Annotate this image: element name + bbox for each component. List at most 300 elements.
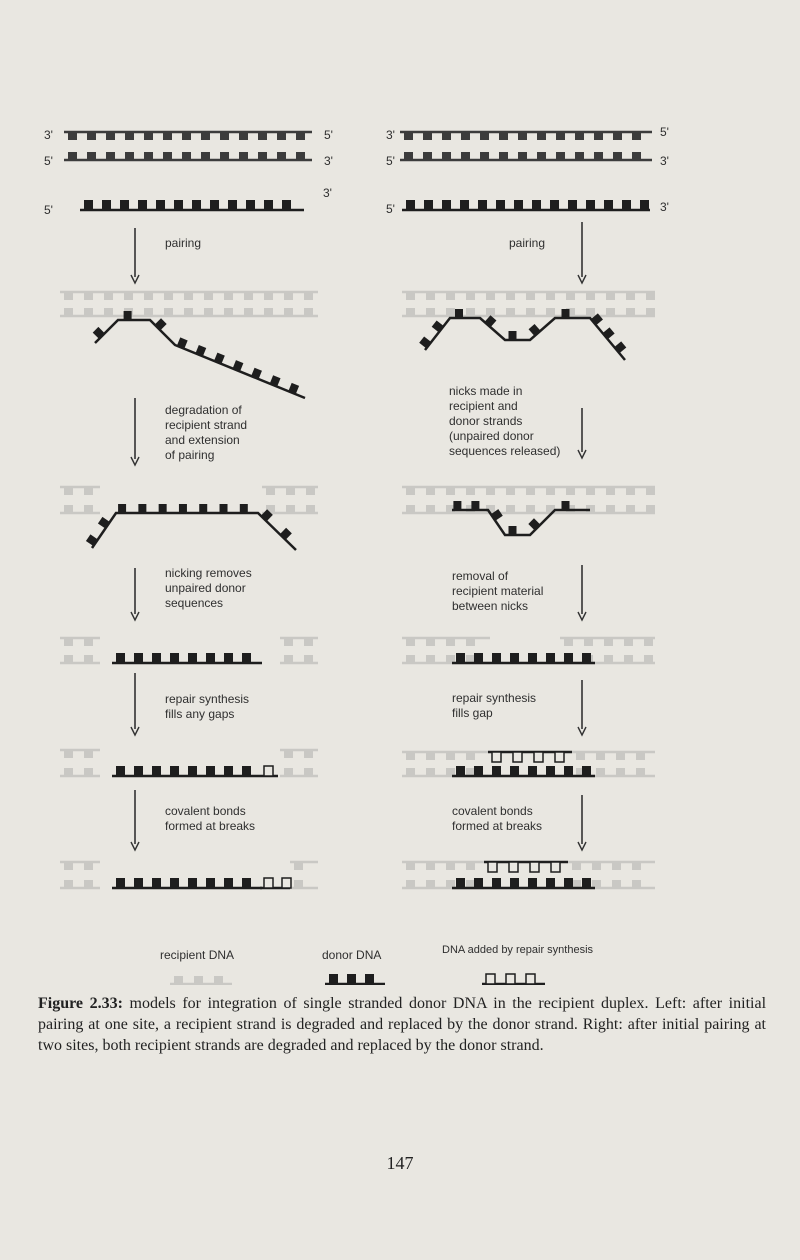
right-stage1-donor-base [603,327,615,339]
legend-donor-swatch-base [365,974,374,984]
right-stage5-top-strand-base [592,862,601,870]
right-stage5-top-strand-base [632,862,641,870]
right-recipient-strand-a-base [613,132,622,140]
right-stage3-top-strand-base [426,638,435,646]
left-stage2-donor-base [86,534,98,546]
right-stage3-bottom-strand-base [604,655,613,663]
right-stage2-donor-base [453,501,461,510]
left-donor-strand-base [264,200,273,210]
left-stage2-donor-base [159,504,167,513]
left-stage1-top-strand-base [264,292,273,300]
left-stage1-bottom-strand-base [184,308,193,316]
right-stage1-top-strand-base [446,292,455,300]
left-stage1-bottom-strand-base [224,308,233,316]
right-donor-strand-base [406,200,415,210]
left-step-label: nicking removes unpaired donor sequences [165,566,252,610]
right-stage3-bottom-strand-base [426,655,435,663]
left-stage1-top-strand-base [304,292,313,300]
right-stage2-bottom-strand-base [506,505,515,513]
left-stage3-donor-base [170,653,179,663]
right-stage4-top-strand-base [636,752,645,760]
left-recipient-strand-a-base [106,132,115,140]
left-stage1-top-strand-base [224,292,233,300]
right-stage5-donor-base [528,878,537,888]
left-stage4-bottom-strand-base [64,768,73,776]
legend-donor-swatch-base [347,974,356,984]
right-stage1-bottom-strand-base [506,308,515,316]
left-stage1-bottom-strand-base [204,308,213,316]
right-donor-strand-base [424,200,433,210]
left-stage2-donor-base [179,504,187,513]
right-stage5-top-strand-base [612,862,621,870]
right-stage2-donor-base [562,501,570,510]
right-donor-strand-base [568,200,577,210]
left-stage1-top-strand-base [204,292,213,300]
left-stage4-donor-base [152,766,161,776]
left-stage5-repair-base [264,878,273,888]
left-stage2-bottom-strand-base [64,505,73,513]
right-stage5-top-strand-base [406,862,415,870]
right-stage4-top-strand-base [616,752,625,760]
left-stage1-donor-base [93,327,105,339]
right-stage5-donor-base [456,878,465,888]
left-stage2-bottom-strand-base [84,505,93,513]
right-stage1-bottom-strand-base [426,308,435,316]
right-stage4-donor-base [510,766,519,776]
left-stage2-donor-base [240,504,248,513]
right-stage3-bottom-strand-base [406,655,415,663]
left-stage5-bottom-strand-base [84,880,93,888]
left-stage5-top-strand-base [64,862,73,870]
right-recipient-strand-a-base [632,132,641,140]
left-recipient-strand-b-base [220,152,229,160]
right-stage3-top-strand-base [584,638,593,646]
right-stage2-bottom-strand-base [646,505,655,513]
right-stage2-top-strand-base [526,487,535,495]
right-recipient-strand-b-base [518,152,527,160]
left-stage1-top-strand-base [244,292,253,300]
left-recipient-strand-a-base [144,132,153,140]
left-donor-strand-base [138,200,147,210]
right-stage5-donor-base [582,878,591,888]
right-donor-strand-base [604,200,613,210]
left-stage1-top-strand-base [184,292,193,300]
end-label-right-bottom-end: 3' [660,154,669,168]
left-stage3-donor-base [116,653,125,663]
right-stage2-top-strand-base [646,487,655,495]
left-stage3-bottom-strand-base [84,655,93,663]
left-stage2-donor-base [118,504,126,513]
right-step-label: removal of recipient material between nicks [452,569,544,613]
legend-recipient-swatch-base [194,976,203,984]
left-stage5-donor-base [116,878,125,888]
left-recipient-strand-a-base [87,132,96,140]
right-stage1-top-strand-base [426,292,435,300]
right-stage4-top-strand-base [426,752,435,760]
right-recipient-strand-a-base [537,132,546,140]
right-stage5-bottom-strand-base [612,880,621,888]
left-stage5-donor-base [134,878,143,888]
right-donor-strand-base [496,200,505,210]
end-label-right-top-start: 3' [386,128,395,142]
right-stage5-repair-base [509,862,518,872]
right-stage4-donor-base [474,766,483,776]
right-stage4-donor-base [456,766,465,776]
right-stage2-bottom-strand-base [626,505,635,513]
legend-donor-label: donor DNA [322,948,382,962]
left-recipient-strand-b-base [125,152,134,160]
left-recipient-strand-a-base [68,132,77,140]
left-stage4-top-strand-base [304,750,313,758]
left-stage1-bottom-strand-base [104,308,113,316]
right-recipient-strand-b-base [613,152,622,160]
left-stage3-bottom-strand-base [304,655,313,663]
left-donor-strand-base [120,200,129,210]
right-stage1-donor-base [419,337,431,349]
right-stage1-top-strand-base [546,292,555,300]
left-stage2-donor-base [280,528,292,540]
right-stage1-donor-base [614,341,626,353]
left-recipient-strand-b-base [277,152,286,160]
right-stage2-top-strand-base [586,487,595,495]
right-donor-strand-base [532,200,541,210]
left-recipient-strand-a-base [296,132,305,140]
left-stage3-bottom-strand-base [64,655,73,663]
left-stage5-donor-base [206,878,215,888]
right-stage4-bottom-strand-base [406,768,415,776]
left-stage2-donor-base [199,504,207,513]
right-stage1-donor-base [529,324,541,336]
right-stage5-top-strand-base [466,862,475,870]
right-recipient-strand-b-base [556,152,565,160]
legend-repair-swatch-base [526,974,535,984]
right-donor-strand-base [478,200,487,210]
left-stage1-bottom-strand-base [84,308,93,316]
right-stage1-top-strand-base [406,292,415,300]
left-stage4-donor-base [134,766,143,776]
right-stage2-top-strand-base [406,487,415,495]
right-stage1-top-strand-base [466,292,475,300]
left-stage1-top-strand-base [164,292,173,300]
left-stage1-bottom-strand-base [264,308,273,316]
right-stage1-top-strand-base [626,292,635,300]
right-donor-strand-base [460,200,469,210]
end-label-left-bottom-start: 5' [44,154,53,168]
legend-repair-swatch-base [486,974,495,984]
right-stage2-top-strand-base [426,487,435,495]
left-recipient-strand-b-base [296,152,305,160]
right-donor-strand-base [586,200,595,210]
right-step-label: covalent bonds formed at breaks [452,804,543,833]
end-label-left-top-start: 3' [44,128,53,142]
right-stage5-donor-base [564,878,573,888]
right-stage5-bottom-strand-base [632,880,641,888]
left-step-label: degradation of recipient strand and extension of pairing [165,403,248,462]
right-stage3-top-strand-base [644,638,653,646]
left-stage3-donor-base [152,653,161,663]
left-step-label: covalent bonds formed at breaks [165,804,256,833]
left-stage1-bottom-strand-base [164,308,173,316]
left-stage2-top-strand-base [64,487,73,495]
left-stage2-donor-base [138,504,146,513]
right-recipient-strand-a-base [575,132,584,140]
left-stage3-bottom-strand-base [284,655,293,663]
right-recipient-strand-b-base [632,152,641,160]
left-step-label: pairing [165,236,202,250]
left-recipient-strand-a-base [201,132,210,140]
right-stage1-bottom-strand-base [646,308,655,316]
left-recipient-strand-a-base [277,132,286,140]
right-stage4-bottom-strand-base [636,768,645,776]
right-stage5-donor-base [510,878,519,888]
right-stage3-top-strand-base [624,638,633,646]
right-recipient-strand-b-base [480,152,489,160]
end-label-right-top-end: 5' [660,125,669,139]
left-stage3-donor-base [134,653,143,663]
left-donor-strand-base [228,200,237,210]
right-stage3-donor-base [564,653,573,663]
right-stage3-top-strand-base [406,638,415,646]
left-stage4-bottom-strand-base [284,768,293,776]
right-donor-strand-base [622,200,631,210]
right-stage2-top-strand-base [546,487,555,495]
left-stage1-top-strand-base [284,292,293,300]
right-recipient-strand-a-base [423,132,432,140]
right-stage3-bottom-strand-base [644,655,653,663]
left-donor-strand-base [174,200,183,210]
legend-donor-swatch-base [329,974,338,984]
left-stage2-top-strand-base [84,487,93,495]
left-stage4-repair-base [264,766,273,776]
left-stage3-top-strand-base [304,638,313,646]
left-stage4-donor-base [170,766,179,776]
left-recipient-strand-b-base [87,152,96,160]
right-stage4-donor-base [528,766,537,776]
left-stage2-top-strand-base [286,487,295,495]
left-recipient-strand-b-base [68,152,77,160]
left-stage1-bottom-strand-base [144,308,153,316]
right-step-label: pairing [509,236,546,250]
right-stage4-donor-base [564,766,573,776]
right-stage2-top-strand-base [486,487,495,495]
left-stage3-top-strand-base [84,638,93,646]
left-stage4-top-strand-base [284,750,293,758]
left-stage2-donor-base [98,517,110,529]
right-stage3-top-strand-base [604,638,613,646]
right-stage2-donor-base [509,526,517,535]
right-step-label: nicks made in recipient and donor strands (unpaired donor sequences released) [449,384,561,458]
left-stage4-donor-base [224,766,233,776]
figure-number: Figure 2.33: [38,995,123,1012]
right-stage4-repair-base [534,752,543,762]
right-stage2-donor-base [471,501,479,510]
right-stage2-top-strand-base [626,487,635,495]
left-stage5-donor-base [170,878,179,888]
left-stage1-top-strand-base [64,292,73,300]
right-stage1-bottom-strand-base [526,308,535,316]
right-stage3-donor-base [546,653,555,663]
left-stage3-donor-base [188,653,197,663]
left-stage5-top-strand-base [294,862,303,870]
right-stage1-top-strand-base [506,292,515,300]
right-recipient-strand-a-base [499,132,508,140]
right-stage3-donor-base [474,653,483,663]
right-recipient-strand-b-base [461,152,470,160]
left-stage4-donor-base [206,766,215,776]
right-stage5-top-strand-base [572,862,581,870]
right-recipient-strand-b-base [499,152,508,160]
right-recipient-strand-a-base [442,132,451,140]
left-stage5-donor-base [188,878,197,888]
right-stage1-donor-backbone [425,318,625,360]
right-stage4-bottom-strand-base [596,768,605,776]
right-donor-strand-base [550,200,559,210]
right-recipient-strand-b-base [423,152,432,160]
left-stage1-top-strand-base [104,292,113,300]
left-stage1-bottom-strand-base [64,308,73,316]
left-stage5-repair-base [282,878,291,888]
right-recipient-strand-a-base [404,132,413,140]
left-donor-strand-base [156,200,165,210]
left-recipient-strand-a-base [258,132,267,140]
right-stage2-donor-base [528,518,540,530]
right-stage3-top-strand-base [466,638,475,646]
right-stage5-bottom-strand-base [406,880,415,888]
left-recipient-strand-b-base [182,152,191,160]
left-stage4-bottom-strand-base [304,768,313,776]
right-stage1-donor-base [562,309,570,318]
left-stage2-bottom-strand-base [286,505,295,513]
left-recipient-strand-b-base [239,152,248,160]
left-stage3-donor-base [242,653,251,663]
left-stage5-bottom-strand-base [64,880,73,888]
left-donor-strand-base [246,200,255,210]
right-stage2-bottom-strand-base [426,505,435,513]
right-donor-strand-base [442,200,451,210]
left-stage2-top-strand-base [266,487,275,495]
right-stage4-bottom-strand-base [426,768,435,776]
left-recipient-strand-b-base [163,152,172,160]
left-donor-strand-base [210,200,219,210]
end-label-left-top-end: 5' [324,128,333,142]
left-stage2-donor-base [220,504,228,513]
right-stage2-top-strand-base [606,487,615,495]
right-stage3-donor-base [510,653,519,663]
right-stage1-bottom-strand-base [406,308,415,316]
legend-recipient-label: recipient DNA [160,948,235,962]
page-number: 147 [386,1153,414,1173]
left-stage1-bottom-strand-base [304,308,313,316]
left-stage4-top-strand-base [64,750,73,758]
left-stage2-bottom-strand-base [306,505,315,513]
right-stage5-bottom-strand-base [426,880,435,888]
right-stage5-repair-base [530,862,539,872]
right-step-label: repair synthesis fills gap [452,691,537,720]
right-stage4-top-strand-base [596,752,605,760]
right-recipient-strand-a-base [480,132,489,140]
left-recipient-strand-a-base [182,132,191,140]
right-stage3-donor-base [528,653,537,663]
right-stage5-top-strand-base [426,862,435,870]
right-recipient-strand-b-base [442,152,451,160]
left-recipient-strand-b-base [144,152,153,160]
right-recipient-strand-b-base [575,152,584,160]
right-stage1-donor-base [509,331,517,340]
right-stage2-top-strand-base [446,487,455,495]
left-stage5-donor-base [224,878,233,888]
left-donor-strand-base [192,200,201,210]
left-stage1-top-strand-base [84,292,93,300]
right-stage5-repair-base [488,862,497,872]
left-recipient-strand-a-base [163,132,172,140]
right-stage2-bottom-strand-base [526,505,535,513]
left-stage1-donor-base [124,311,132,320]
right-recipient-strand-b-base [537,152,546,160]
left-donor-strand-base [282,200,291,210]
right-stage3-top-strand-base [446,638,455,646]
right-stage5-top-strand-base [446,862,455,870]
right-stage4-top-strand-base [466,752,475,760]
left-stage4-donor-base [242,766,251,776]
left-stage1-top-strand-base [124,292,133,300]
end-label-left-donor-start: 5' [44,203,53,217]
left-stage1-bottom-strand-base [244,308,253,316]
left-stage1-top-strand-base [144,292,153,300]
end-label-left-bottom-end: 3' [324,154,333,168]
right-stage2-bottom-strand-base [406,505,415,513]
right-stage1-top-strand-base [606,292,615,300]
left-stage3-donor-base [206,653,215,663]
right-recipient-strand-b-base [594,152,603,160]
end-label-right-bottom-start: 5' [386,154,395,168]
left-stage5-donor-base [242,878,251,888]
right-stage1-bottom-strand-base [586,308,595,316]
legend-recipient-swatch-base [214,976,223,984]
end-label-right-donor-start: 5' [386,202,395,216]
right-stage4-top-strand-base [446,752,455,760]
right-stage4-top-strand-base [576,752,585,760]
right-stage1-bottom-strand-base [626,308,635,316]
right-stage1-top-strand-base [586,292,595,300]
left-stage1-donor-backbone [95,320,305,398]
left-stage2-top-strand-base [306,487,315,495]
right-recipient-strand-a-base [594,132,603,140]
left-stage4-donor-base [188,766,197,776]
right-stage1-bottom-strand-base [606,308,615,316]
right-stage1-bottom-strand-base [486,308,495,316]
left-stage1-bottom-strand-base [284,308,293,316]
right-stage5-donor-base [546,878,555,888]
legend-repair-swatch-base [506,974,515,984]
left-stage4-top-strand-base [84,750,93,758]
left-recipient-strand-a-base [125,132,134,140]
right-stage2-bottom-strand-base [606,505,615,513]
left-recipient-strand-b-base [258,152,267,160]
right-stage3-top-strand-base [564,638,573,646]
left-recipient-strand-b-base [106,152,115,160]
right-stage4-repair-base [492,752,501,762]
right-stage4-top-strand-base [406,752,415,760]
left-stage3-donor-base [224,653,233,663]
right-stage2-top-strand-base [566,487,575,495]
right-stage5-repair-base [551,862,560,872]
right-stage4-donor-base [582,766,591,776]
right-stage4-donor-base [546,766,555,776]
right-stage1-top-strand-base [526,292,535,300]
end-label-right-donor-end: 3' [660,200,669,214]
left-donor-strand-base [84,200,93,210]
right-stage1-bottom-strand-base [466,308,475,316]
